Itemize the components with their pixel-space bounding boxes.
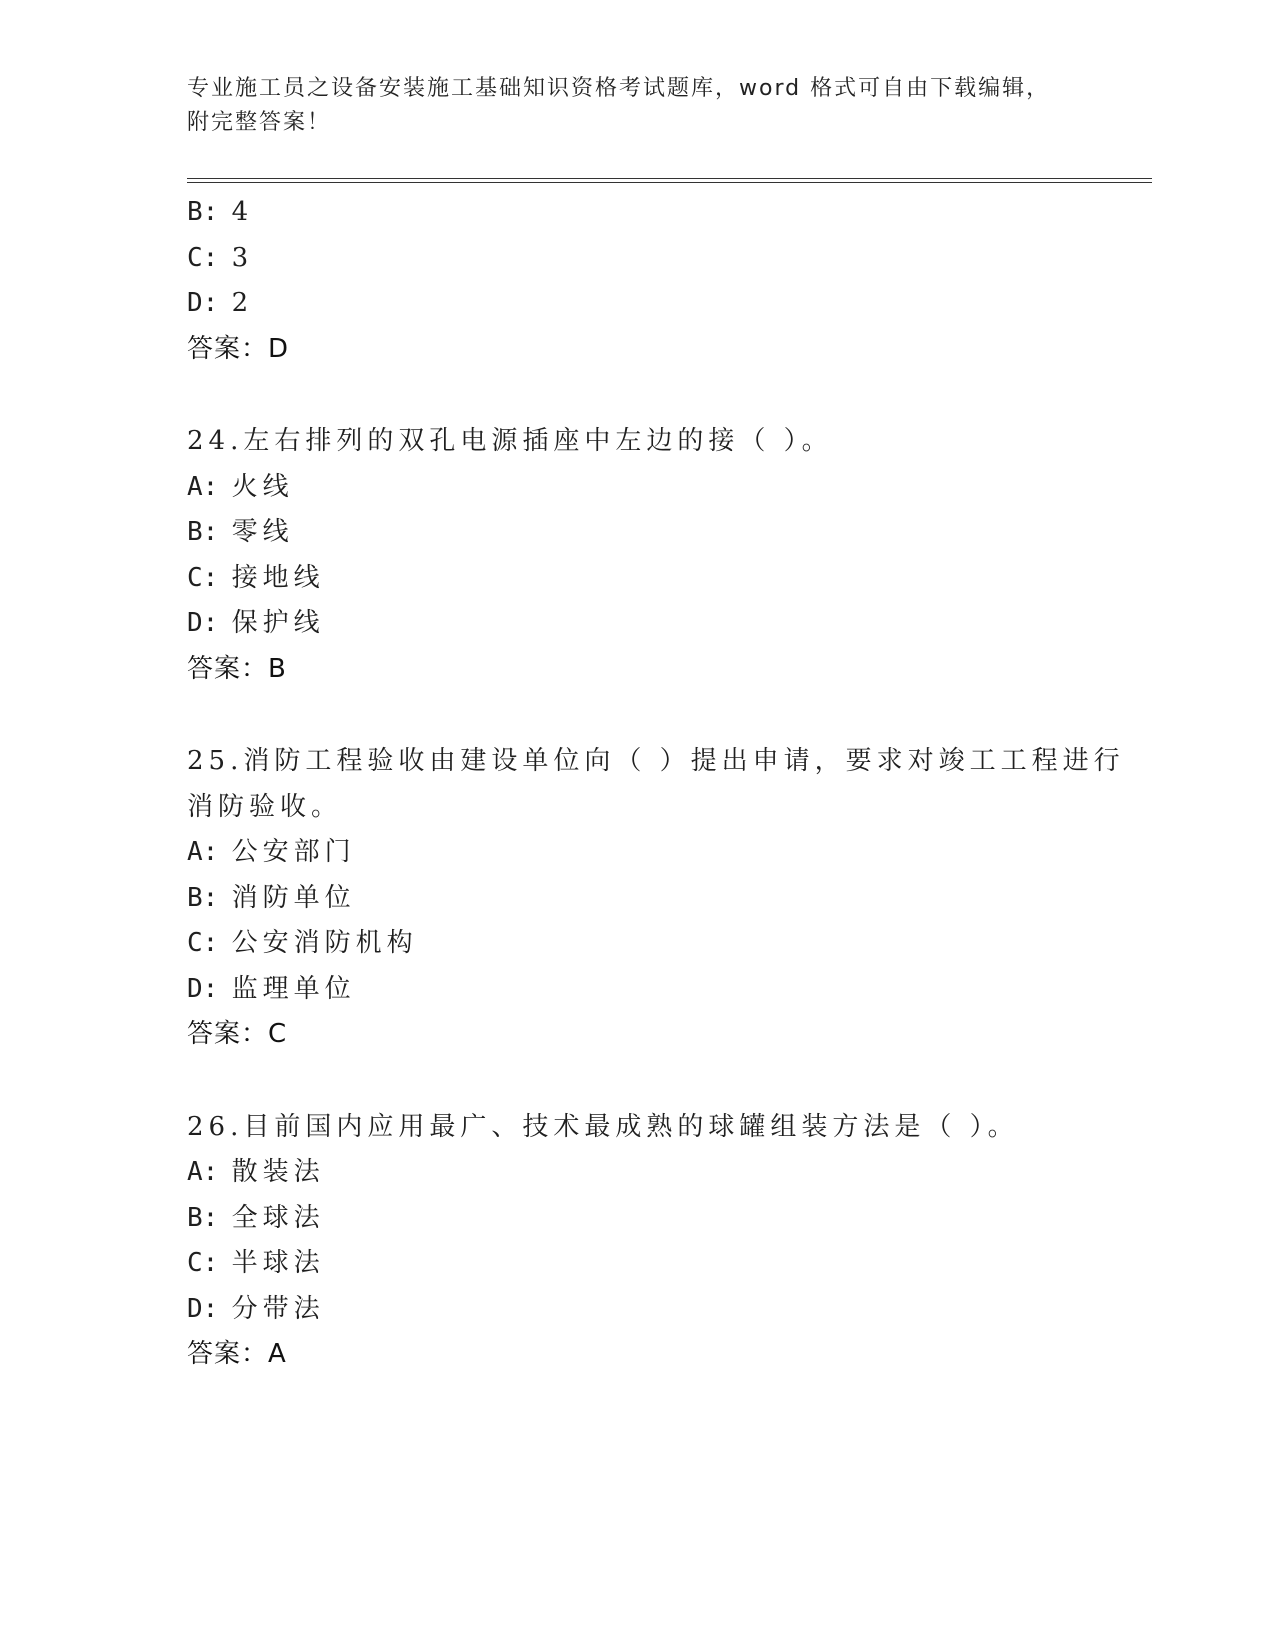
option-text: 散装法	[231, 1157, 325, 1187]
header-title-line2: 附完整答案！	[187, 110, 332, 135]
spacer	[187, 1058, 1152, 1105]
option-a	[187, 830, 1152, 876]
question-block-26	[187, 1105, 1152, 1378]
answer-line: 答案：C	[187, 1019, 288, 1049]
question-stem: 25.消防工程验收由建设单位向（ ）提出申请，要求对竣工工程进行	[187, 746, 1125, 776]
question-block-25	[187, 739, 1152, 1058]
option-a	[187, 1150, 1152, 1196]
option-d	[187, 1287, 1152, 1333]
option-b	[187, 1196, 1152, 1242]
option-text: 3	[231, 242, 254, 273]
option-letter: B:	[187, 882, 219, 913]
option-text: 接地线	[231, 562, 325, 593]
option-c	[187, 1241, 1152, 1287]
option-a	[187, 465, 1152, 511]
option-text: 4	[231, 197, 254, 227]
option-letter: D:	[187, 1293, 219, 1324]
option-c	[187, 921, 1152, 967]
option-text: 公安消防机构	[231, 928, 418, 958]
option-letter: D:	[187, 608, 219, 638]
option-letter: B:	[187, 1202, 219, 1233]
question-stem: 24.左右排列的双孔电源插座中左边的接（ ）。	[187, 426, 833, 456]
option-text: 保护线	[231, 608, 325, 638]
option-b	[187, 190, 1152, 236]
option-text: 分带法	[231, 1293, 325, 1324]
option-letter: C:	[187, 1248, 219, 1278]
option-letter: A:	[187, 837, 219, 867]
question-stem: 26.目前国内应用最广、技术最成熟的球罐组装方法是（ ）。	[187, 1111, 1019, 1142]
question-block-24	[187, 419, 1152, 692]
option-letter: D:	[187, 288, 219, 318]
answer-line: 答案：A	[187, 1339, 287, 1369]
option-letter: A:	[187, 1157, 219, 1187]
header-title-line1: 专业施工员之设备安装施工基础知识资格考试题库，word 格式可自由下载编辑，	[187, 76, 1051, 101]
question-stem-continued: 消防验收。	[187, 791, 343, 822]
option-text: 半球法	[231, 1248, 325, 1278]
option-letter: D:	[187, 973, 219, 1004]
spacer	[187, 692, 1152, 739]
option-d	[187, 601, 1152, 647]
option-letter: A:	[187, 471, 219, 502]
document-header	[187, 72, 1087, 140]
spacer	[187, 372, 1152, 419]
option-b	[187, 876, 1152, 922]
option-c	[187, 556, 1152, 602]
option-letter: C:	[187, 928, 219, 958]
option-letter: B:	[187, 517, 219, 547]
option-text: 火线	[231, 471, 294, 502]
option-d	[187, 967, 1152, 1013]
header-divider	[187, 178, 1152, 183]
option-text: 2	[231, 288, 254, 318]
option-d	[187, 281, 1152, 327]
option-b	[187, 510, 1152, 556]
question-block-prev	[187, 190, 1152, 372]
question-list	[187, 190, 1152, 1378]
answer-line: 答案：B	[187, 653, 287, 684]
option-letter: C:	[187, 242, 219, 273]
option-text: 公安部门	[231, 837, 356, 867]
option-text: 全球法	[231, 1202, 325, 1233]
option-c	[187, 236, 1152, 282]
option-letter: C:	[187, 562, 219, 593]
option-text: 消防单位	[231, 882, 356, 913]
option-text: 零线	[231, 517, 294, 547]
option-text: 监理单位	[231, 973, 356, 1004]
answer-line: 答案：D	[187, 333, 290, 364]
option-letter: B:	[187, 197, 219, 227]
